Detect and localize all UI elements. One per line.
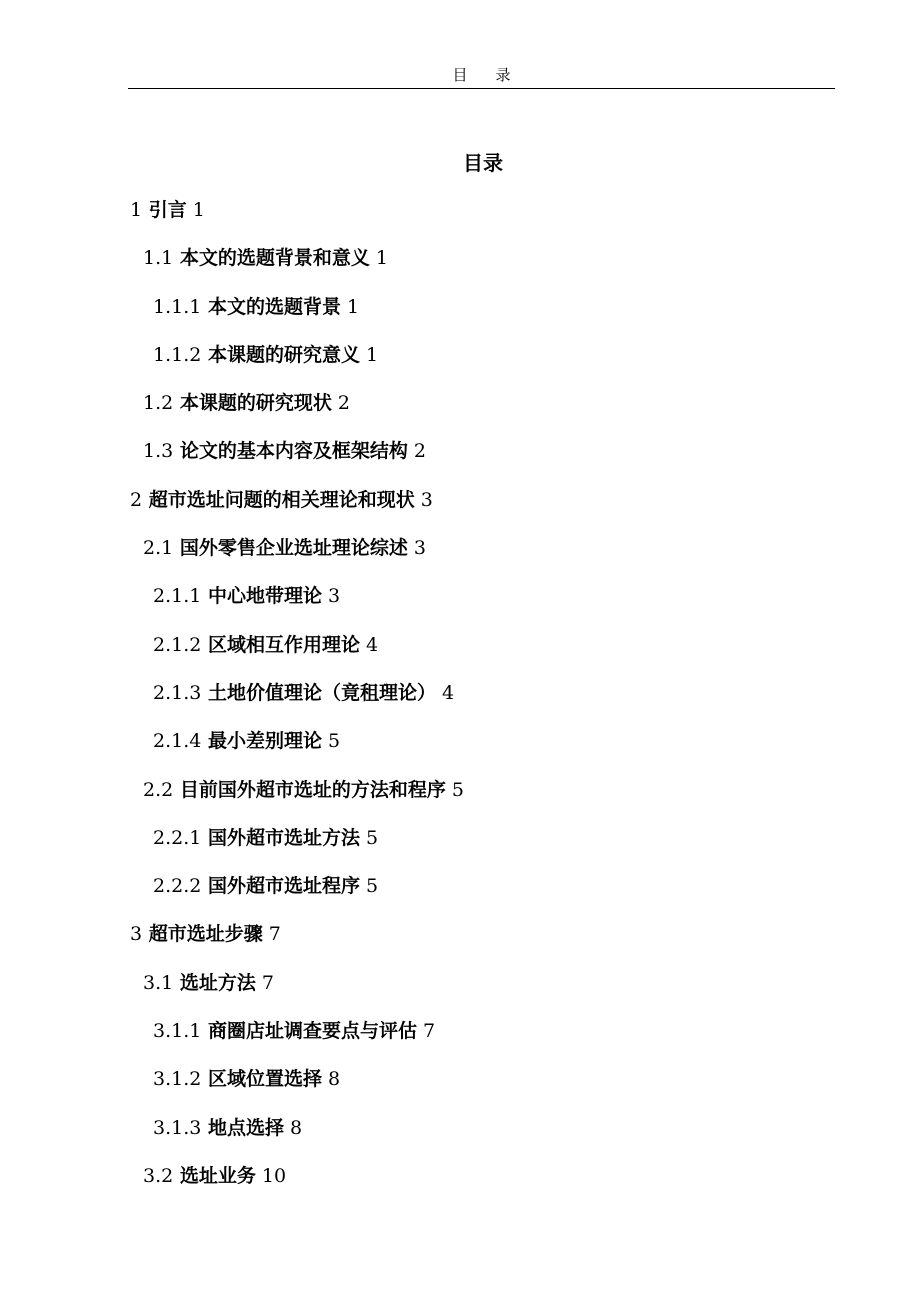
toc-entry-text: 国外零售企业选址理论综述 [179,537,408,560]
toc-entry[interactable] [0,621,920,669]
toc-entry-text: 选址方法 [179,971,256,994]
toc-entry-number: 3.1.3 [153,1116,202,1139]
toc-entry-text: 本文的选题背景 [207,295,341,318]
toc-entry[interactable] [0,862,920,910]
toc-entry[interactable] [0,186,920,234]
toc-entry[interactable] [0,717,920,765]
toc-entry[interactable] [0,814,920,862]
toc-entry-page: 1 [347,295,360,318]
toc-entry-number: 1.1.2 [153,343,202,366]
toc-entry-page: 1 [375,247,388,270]
toc-entry-page: 7 [261,971,274,994]
toc-entry-text: 超市选址步骤 [148,923,263,946]
toc-entry-page: 3 [328,585,341,608]
running-title: 目录 [452,66,539,84]
toc-entry[interactable] [0,1055,920,1103]
toc-entry-text: 选址业务 [179,1164,256,1187]
toc-entry[interactable] [0,1104,920,1152]
toc-entry-page: 8 [290,1116,303,1139]
toc-entry-page: 1 [192,199,205,221]
toc-entry-text: 地点选择 [207,1116,284,1139]
toc-entry[interactable] [0,476,920,524]
toc-entry-number: 2.2.1 [153,826,202,849]
toc-entry-number: 1.1.1 [153,295,202,318]
toc-entry-number: 3.1.1 [153,1020,202,1043]
toc-entry-text: 土地价值理论（竟租理论） [207,681,436,704]
toc-entry-number: 3.1.2 [153,1068,202,1091]
toc-entry[interactable] [0,959,920,1007]
toc-entry-text: 国外超市选址方法 [207,826,360,849]
toc-entry-text: 目前国外超市选址的方法和程序 [179,778,446,801]
toc-entry-number: 2.1.3 [153,681,202,704]
toc-entry[interactable] [0,910,920,958]
toc-entry-page: 4 [366,633,379,656]
toc-entry[interactable] [0,379,920,427]
toc-entry-number: 2.1.4 [153,730,202,753]
toc-entry[interactable] [0,1007,920,1055]
toc-entry-page: 2 [337,392,350,415]
toc-entry-page: 3 [413,537,426,560]
toc-entry-text: 引言 [148,199,187,221]
toc-entry[interactable] [0,669,920,717]
toc-entry-page: 10 [261,1164,287,1187]
toc-entry-page: 8 [328,1068,341,1091]
toc-entry-number: 2.1 [143,537,174,560]
toc-entry-page: 5 [366,826,379,849]
toc-entry-number: 1.2 [143,392,174,415]
toc-entry-text: 区域位置选择 [207,1068,322,1091]
toc-entry-text: 商圈店址调查要点与评估 [207,1020,417,1043]
toc-entry-page: 5 [328,730,341,753]
page-header [128,62,835,89]
toc-entry-number: 2.2 [143,778,174,801]
toc-entry-text: 国外超市选址程序 [207,875,360,898]
toc-entry[interactable] [0,283,920,331]
toc-entry-number: 3.2 [143,1164,174,1187]
toc-entry-number: 3.1 [143,971,174,994]
toc-entry-text: 超市选址问题的相关理论和现状 [148,488,415,511]
toc-entry-number: 1.3 [143,440,174,463]
toc-entry[interactable] [0,234,920,282]
table-of-contents [0,186,920,1200]
toc-entry[interactable] [0,572,920,620]
toc-entry-page: 7 [268,923,281,946]
toc-entry-text: 最小差别理论 [207,730,322,753]
toc-entry-page: 3 [420,488,433,511]
toc-entry-number: 2.2.2 [153,875,202,898]
toc-entry-text: 论文的基本内容及框架结构 [179,440,408,463]
toc-entry-page: 2 [413,440,426,463]
toc-entry-number: 3 [130,923,143,946]
toc-entry[interactable] [0,331,920,379]
toc-entry-page: 5 [451,778,464,801]
toc-entry[interactable] [0,427,920,475]
toc-entry-text: 本课题的研究意义 [207,343,360,366]
toc-entry[interactable] [0,524,920,572]
toc-entry-page: 7 [423,1020,436,1043]
toc-entry[interactable] [0,1152,920,1200]
toc-entry-text: 本课题的研究现状 [179,392,332,415]
toc-entry-text: 本文的选题背景和意义 [179,247,370,270]
toc-entry-number: 2.1.2 [153,633,202,656]
toc-entry-page: 4 [442,681,455,704]
toc-entry-number: 2.1.1 [153,585,202,608]
toc-entry[interactable] [0,766,920,814]
toc-entry-text: 区域相互作用理论 [207,633,360,656]
toc-title: 目录 [463,151,503,175]
toc-entry-number: 1.1 [143,247,174,270]
toc-entry-number: 2 [130,488,143,511]
toc-entry-number: 1 [130,199,143,221]
toc-entry-page: 5 [366,875,379,898]
toc-entry-text: 中心地带理论 [207,585,322,608]
toc-entry-page: 1 [366,343,379,366]
